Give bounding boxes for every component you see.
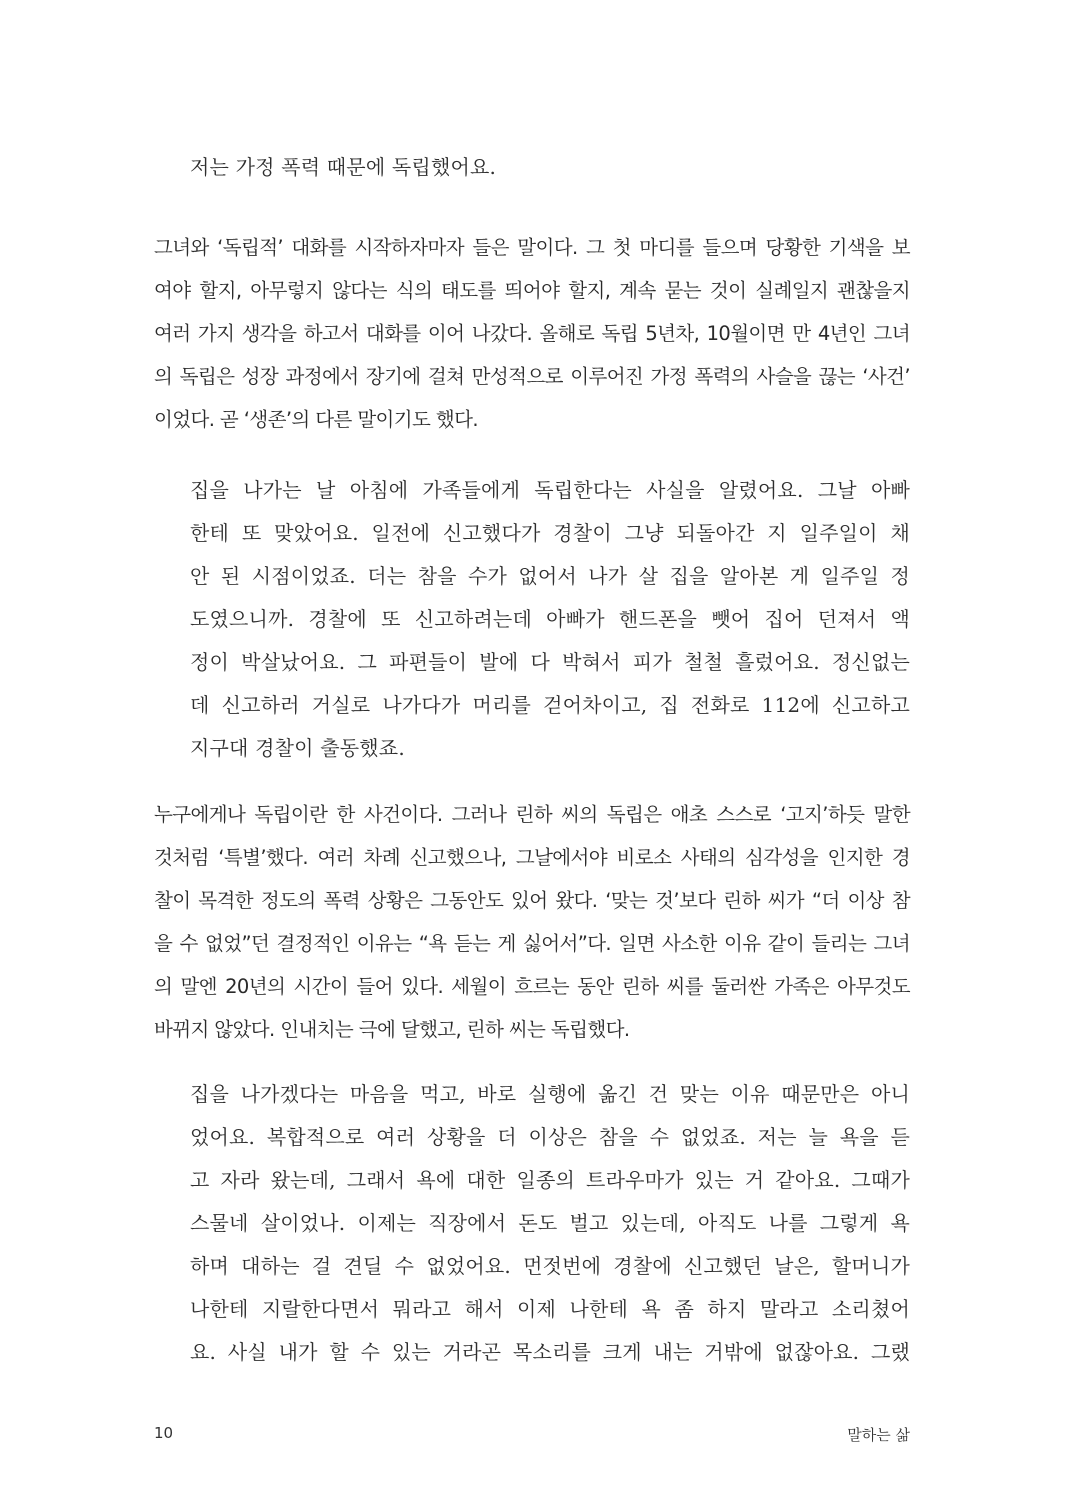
interview-quote-3 <box>190 1073 910 1374</box>
text-line: 한테 또 맞았어요. 일전에 신고했다가 경찰이 그냥 되돌아간 지 일주일이 채 <box>190 521 910 545</box>
running-title: 말하는 삶 <box>847 1426 910 1444</box>
text-line: 찰이 목격한 정도의 폭력 상황은 그동안도 있어 왔다. ‘맞는 것’보다 린하 씨가 “더 이상 참 <box>154 889 910 912</box>
interview-quote-1 <box>190 146 910 189</box>
text-line: 집을 나가겠다는 마음을 먹고, 바로 실행에 옮긴 건 맞는 이유 때문만은 아니 <box>190 1082 910 1106</box>
text-line: 안 된 시점이었죠. 더는 참을 수가 없어서 나가 살 집을 알아본 게 일주일 정 <box>190 564 910 588</box>
text-line: 의 독립은 성장 과정에서 장기에 걸쳐 만성적으로 이루어진 가정 폭력의 사슬을 끊는 ‘사건’ <box>154 365 910 388</box>
text-line: 이었다. 곧 ‘생존’의 다른 말이기도 했다. <box>154 408 478 431</box>
text-line: 바뀌지 않았다. 인내치는 극에 달했고, 린하 씨는 독립했다. <box>154 1018 630 1041</box>
text-line: 것처럼 ‘특별’했다. 여러 차례 신고했으나, 그날에서야 비로소 사태의 심각성을 인지한 경 <box>154 846 910 869</box>
text-line: 의 말엔 20년의 시간이 들어 있다. 세월이 흐르는 동안 린하 씨를 둘러싼 가족은 아무것도 <box>154 975 910 998</box>
narration-paragraph-2 <box>154 793 910 1051</box>
text-line: 고 자라 왔는데, 그래서 욕에 대한 일종의 트라우마가 있는 거 같아요. 그때가 <box>190 1168 910 1192</box>
text-line: 데 신고하러 거실로 나가다가 머리를 걷어차이고, 집 전화로 112에 신고하고 <box>190 693 910 717</box>
text-line: 그녀와 ‘독립적’ 대화를 시작하자마자 들은 말이다. 그 첫 마디를 들으며 당황한 기색을 보 <box>154 236 910 259</box>
page-number: 10 <box>154 1424 174 1442</box>
text-line: 을 수 없었”던 결정적인 이유는 “욕 듣는 게 싫어서”다. 일면 사소한 이유 같이 들리는 그녀 <box>154 932 910 955</box>
text-line: 정이 박살났어요. 그 파편들이 발에 다 박혀서 피가 철철 흘렀어요. 정신없는 <box>190 650 910 674</box>
text-line: 여러 가지 생각을 하고서 대화를 이어 나갔다. 올해로 독립 5년차, 10월이면 만 4년인 그녀 <box>154 322 910 345</box>
text-line: 스물네 살이었나. 이제는 직장에서 돈도 벌고 있는데, 아직도 나를 그렇게 욕 <box>190 1211 910 1235</box>
text-line: 지구대 경찰이 출동했죠. <box>190 736 405 760</box>
text-line: 집을 나가는 날 아침에 가족들에게 독립한다는 사실을 알렸어요. 그날 아빠 <box>190 478 910 502</box>
text-line: 하며 대하는 걸 견딜 수 없었어요. 먼젓번에 경찰에 신고했던 날은, 할머니가 <box>190 1254 910 1278</box>
text-line: 누구에게나 독립이란 한 사건이다. 그러나 린하 씨의 독립은 애초 스스로 ‘고지’하듯 말한 <box>154 803 910 826</box>
text-line: 여야 할지, 아무렇지 않다는 식의 태도를 띄어야 할지, 계속 묻는 것이 실례일지 괜찮을지 <box>154 279 910 302</box>
text-line: 나한테 지랄한다면서 뭐라고 해서 이제 나한테 욕 좀 하지 말라고 소리쳤어 <box>190 1297 910 1321</box>
text-line: 도였으니까. 경찰에 또 신고하려는데 아빠가 핸드폰을 뺏어 집어 던져서 액 <box>190 607 910 631</box>
text-line: 요. 사실 내가 할 수 있는 거라곤 목소리를 크게 내는 거밖에 없잖아요. 그랬 <box>190 1340 910 1364</box>
text-line: 저는 가정 폭력 때문에 독립했어요. <box>190 155 497 179</box>
text-line: 었어요. 복합적으로 여러 상황을 더 이상은 참을 수 없었죠. 저는 늘 욕을 듣 <box>190 1125 910 1149</box>
narration-paragraph-1 <box>154 226 910 441</box>
interview-quote-2 <box>190 469 910 770</box>
